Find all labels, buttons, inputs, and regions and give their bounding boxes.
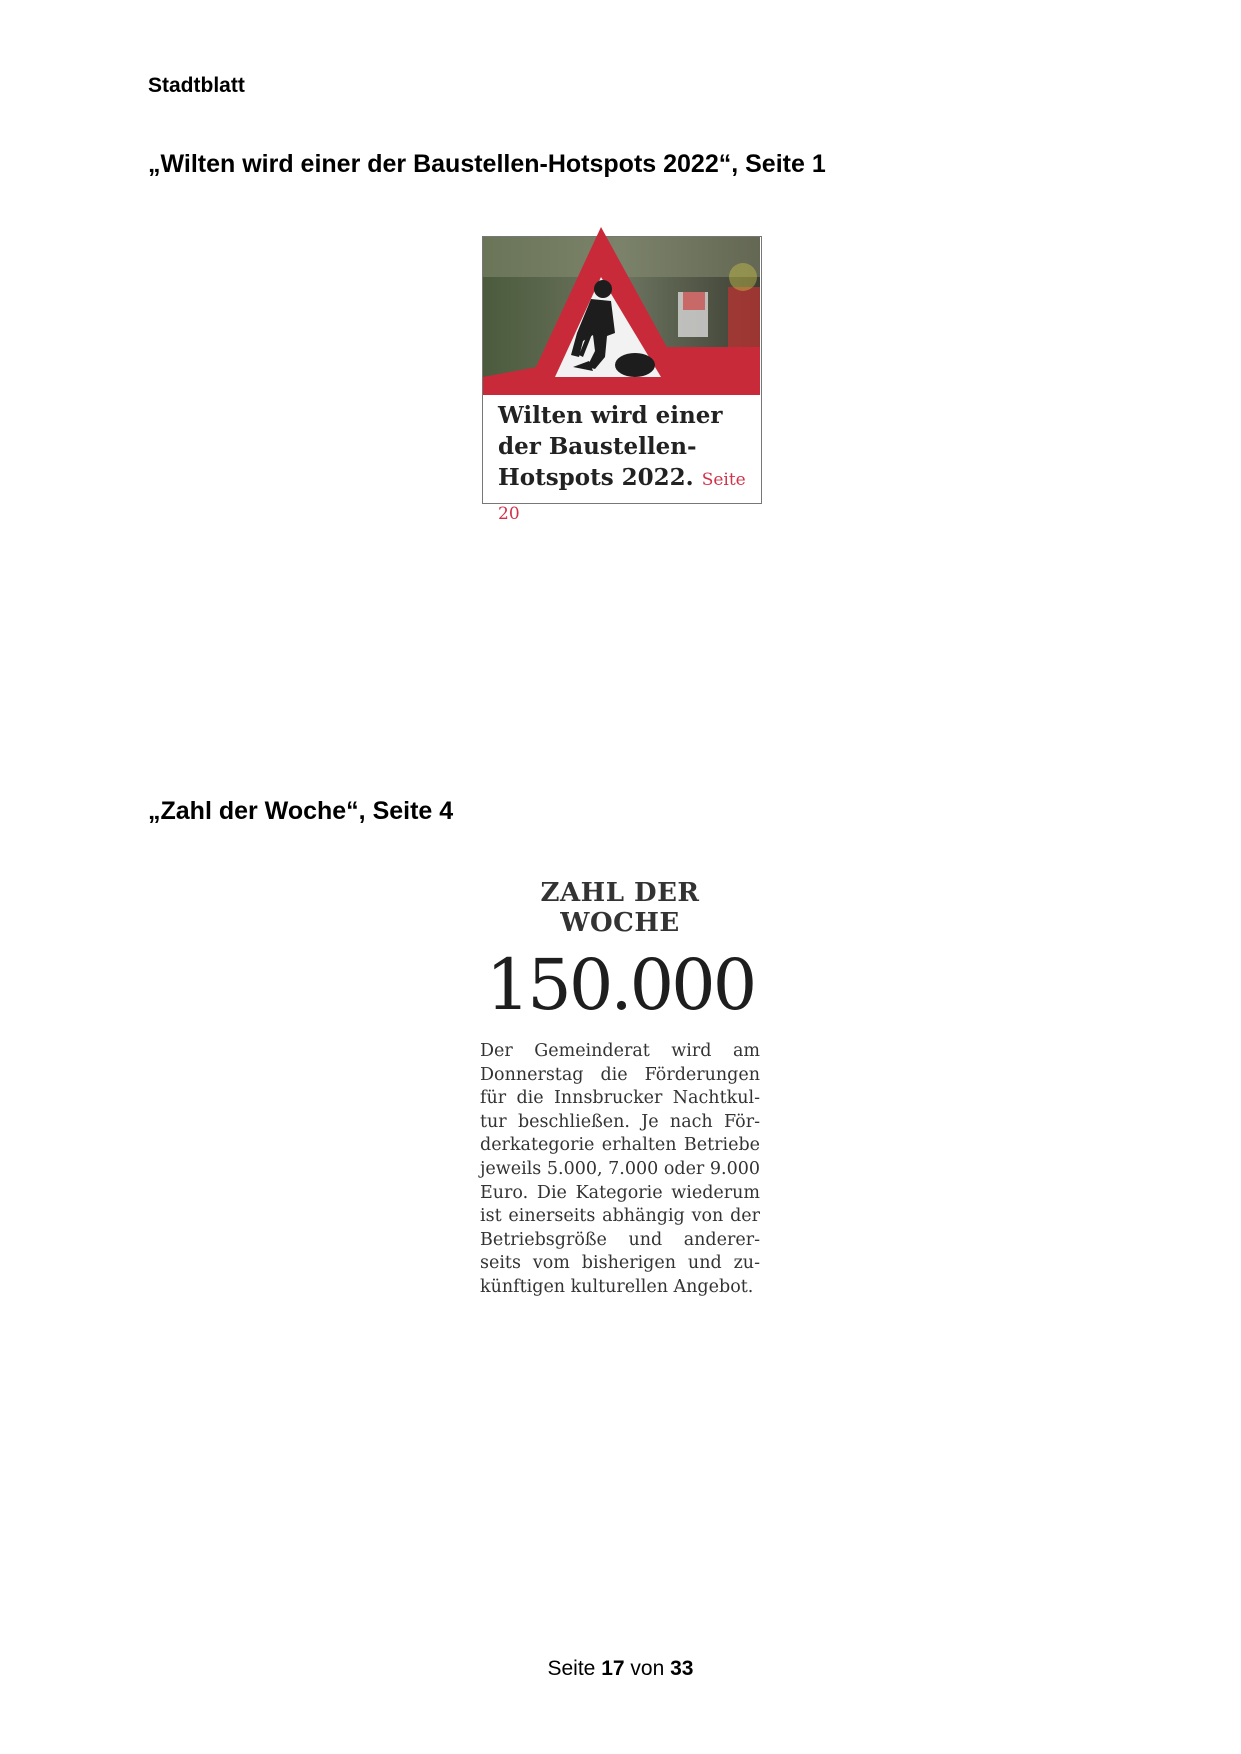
- footer-separator: von: [630, 1657, 665, 1680]
- clipping-body-text: Der Gemeinderat wird am Donnerstag die Förderungen für die Innsbrucker Nachtkultur beschließen. Je nach Förderkategorie erhalten Betriebe jeweils 5.000, 7.000 oder 9.000 Euro. Die Kategorie wiederum ist einerseits abhängig von der Betriebsgröße und andererseits vom bisherigen und zukünftigen kulturellen Angebot.: [480, 1041, 760, 1297]
- clipping-headline: Wilten wird einer der Baustellen-Hotspots 2022.: [498, 402, 723, 491]
- section-heading-2: „Zahl der Woche“, Seite 4: [148, 797, 454, 825]
- section-heading-1: „Wilten wird einer der Baustellen-Hotspots 2022“, Seite 1: [148, 150, 826, 178]
- article-clipping-baustellen: [482, 236, 762, 524]
- clipping-page-reference: Seite 20: [498, 470, 746, 524]
- newspaper-source: Stadtblatt: [148, 74, 245, 97]
- footer-current-page: 17: [601, 1657, 625, 1680]
- construction-sign-photo: [483, 237, 760, 395]
- clipping-kicker: ZAHL DER WOCHE: [540, 878, 700, 938]
- page-footer: [0, 1657, 1241, 1681]
- article-clipping-zahl-der-woche: [480, 878, 760, 1300]
- clipping-headline-block: [498, 400, 753, 530]
- featured-number: 150.000: [485, 944, 755, 1026]
- footer-prefix: Seite: [547, 1657, 596, 1680]
- footer-total-pages: 33: [670, 1657, 694, 1680]
